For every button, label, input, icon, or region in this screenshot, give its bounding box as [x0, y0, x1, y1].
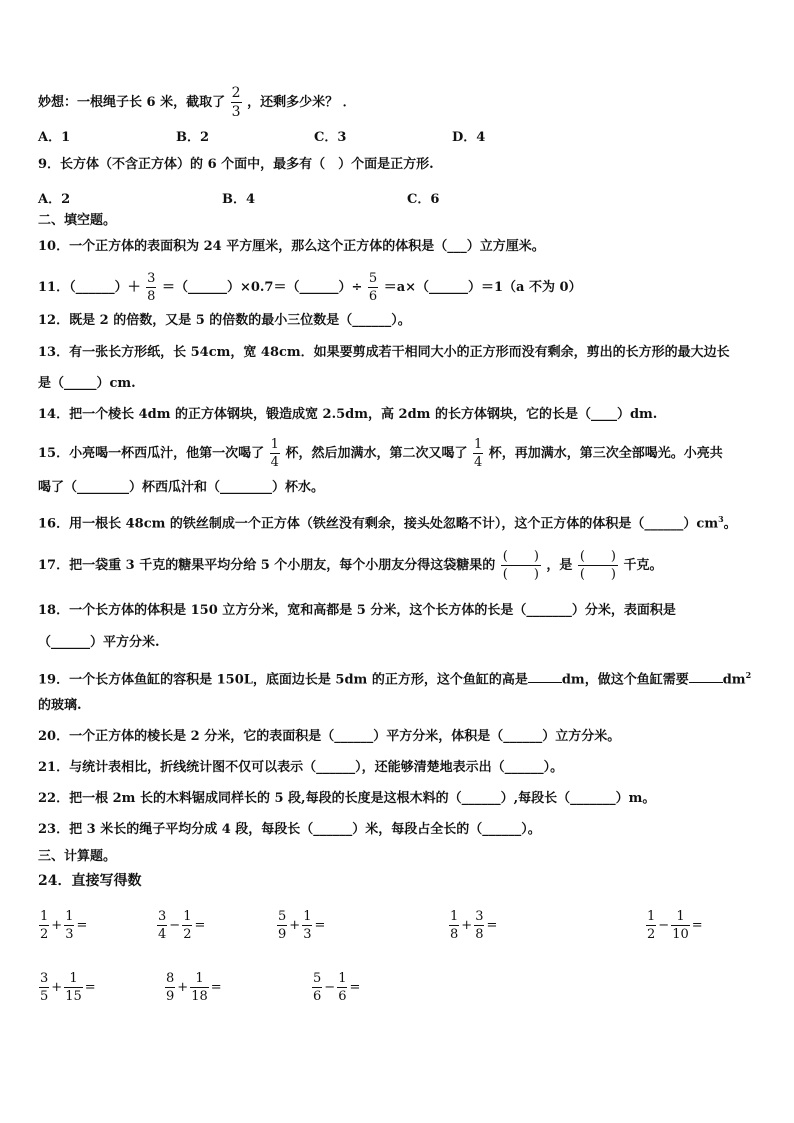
- question-18-line-2: （______）平方分米.: [38, 635, 160, 650]
- question-14: 14．把一个棱长 4dm 的正方体钢块，锻造成宽 2.5dm，高 2dm 的长方体钢块，它的长是（____）dm.: [38, 407, 658, 422]
- q9-option-b: B．4: [222, 192, 256, 207]
- calc-item: $\frac{3}{4}$ − $\frac{1}{2}$ =: [158, 909, 206, 942]
- question-18-line-1: 18．一个长方体的体积是 150 立方分米，宽和高都是 5 分米，这个长方体的长是（_______）分米，表面积是: [38, 603, 676, 618]
- question-8: [38, 86, 356, 119]
- q17-blank-fraction-1: $\frac{( )}{( )}$: [502, 549, 539, 582]
- question-20: 20．一个正方体的棱长是 2 分米，它的表面积是（______）平方分米，体积是（______）立方分米。: [38, 729, 621, 744]
- q17-blank-fraction-2: $\frac{( )}{( )}$: [579, 549, 616, 582]
- q15-fraction-2: $\frac{1}{4}$: [473, 437, 483, 470]
- question-17: 17．把一袋重 3 千克的糖果平均分给 5 个小朋友，每个小朋友分得这袋糖果的 $\frac{( )}{( )}$ ，是 $\frac{( )}{( )}$ 千克。: [38, 549, 663, 582]
- q19-blank-1: [528, 670, 562, 683]
- section-3-heading: 三、计算题。: [38, 849, 117, 864]
- q8-fraction: $\frac{2}{3}$: [231, 85, 241, 120]
- q8-option-a: A．1: [38, 130, 71, 145]
- q15-fraction-1: $\frac{1}{4}$: [270, 437, 279, 470]
- question-15-line-2: 喝了（________）杯西瓜汁和（________）杯水。: [38, 480, 325, 495]
- q11-fraction-1: $\frac{3}{8}$: [147, 271, 156, 304]
- question-24: 24．直接写得数: [38, 873, 142, 889]
- q11-fraction-2: $\frac{5}{6}$: [368, 271, 378, 304]
- calc-item: $\frac{5}{9}$ + $\frac{1}{3}$ =: [278, 909, 326, 942]
- question-12: 12．既是 2 的倍数，又是 5 的倍数的最小三位数是（______）。: [38, 313, 411, 328]
- calc-item: $\frac{1}{2}$ − $\frac{1}{10}$ =: [647, 909, 703, 942]
- question-11: 11．（______）＋ $\frac{3}{8}$ ＝（______）×0.7＝（______）÷ $\frac{5}{6}$ ＝a×（______）＝1（a 不为 0）: [38, 271, 582, 304]
- section-2-heading: 二、填空题。: [38, 213, 117, 228]
- q9-option-a: A．2: [38, 192, 71, 207]
- question-19-line-2: 的玻璃.: [38, 698, 82, 713]
- calc-item: $\frac{1}{8}$ + $\frac{3}{8}$ =: [450, 909, 498, 942]
- question-23: 23．把 3 米长的绳子平均分成 4 段，每段长（______）米，每段占全长的（______）。: [38, 822, 541, 837]
- q8-option-c: C．3: [314, 130, 347, 145]
- question-16: 16．用一根长 48cm 的铁丝制成一个正方体（铁丝没有剩余，接头处忽略不计），这个正方体的体积是$(\_\_\_\_\_\_)cm^3$。: [38, 514, 737, 532]
- q19-blank-2: [689, 670, 723, 683]
- question-21: 21．与统计表相比，折线统计图不仅可以表示（______），还能够清楚地表示出（______）。: [38, 760, 564, 775]
- calc-item: $\frac{1}{2}$ + $\frac{1}{3}$ =: [40, 909, 88, 942]
- calc-item: $\frac{8}{9}$ + $\frac{1}{18}$ =: [166, 971, 222, 1004]
- calc-item: $\frac{3}{5}$ + $\frac{1}{15}$ =: [40, 971, 96, 1004]
- question-9: 9．长方体（不含正方体）的 6 个面中，最多有（ ）个面是正方形.: [38, 157, 434, 172]
- q8-option-b: B．2: [176, 130, 210, 145]
- calc-item: $\frac{5}{6}$ − $\frac{1}{6}$ =: [313, 971, 361, 1004]
- question-13-line-2: 是（_____）cm.: [38, 376, 136, 391]
- q8-option-d: D．4: [452, 130, 486, 145]
- q8-text-b: ，还剩多少米？ ．: [247, 95, 356, 110]
- question-10: 10．一个正方体的表面积为 24 平方厘米，那么这个正方体的体积是（___）立方厘米。: [38, 239, 545, 254]
- question-19-line-1: 19．一个长方体鱼缸的容积是 150L，底面边长是 5dm 的正方形，这个鱼缸的高是 dm，做这个鱼缸需要 $dm^2$: [38, 670, 752, 688]
- q9-option-c: C．6: [407, 192, 440, 207]
- question-22: 22．把一根 2m 长的木料锯成同样长的 5 段,每段的长度是这根木料的（______）,每段长（_______）m。: [38, 791, 656, 806]
- question-13-line-1: 13．有一张长方形纸，长 54cm，宽 48cm．如果要剪成若干相同大小的正方形而没有剩余，剪出的长方形的最大边长: [38, 345, 730, 360]
- q8-text-a: 妙想：一根绳子长 6 米，截取了: [38, 95, 226, 110]
- question-15-line-1: 15．小亮喝一杯西瓜汁，他第一次喝了 $\frac{1}{4}$ 杯，然后加满水，第二次又喝了 $\frac{1}{4}$ 杯，再加满水，第三次全部喝光。小亮共: [38, 437, 723, 470]
